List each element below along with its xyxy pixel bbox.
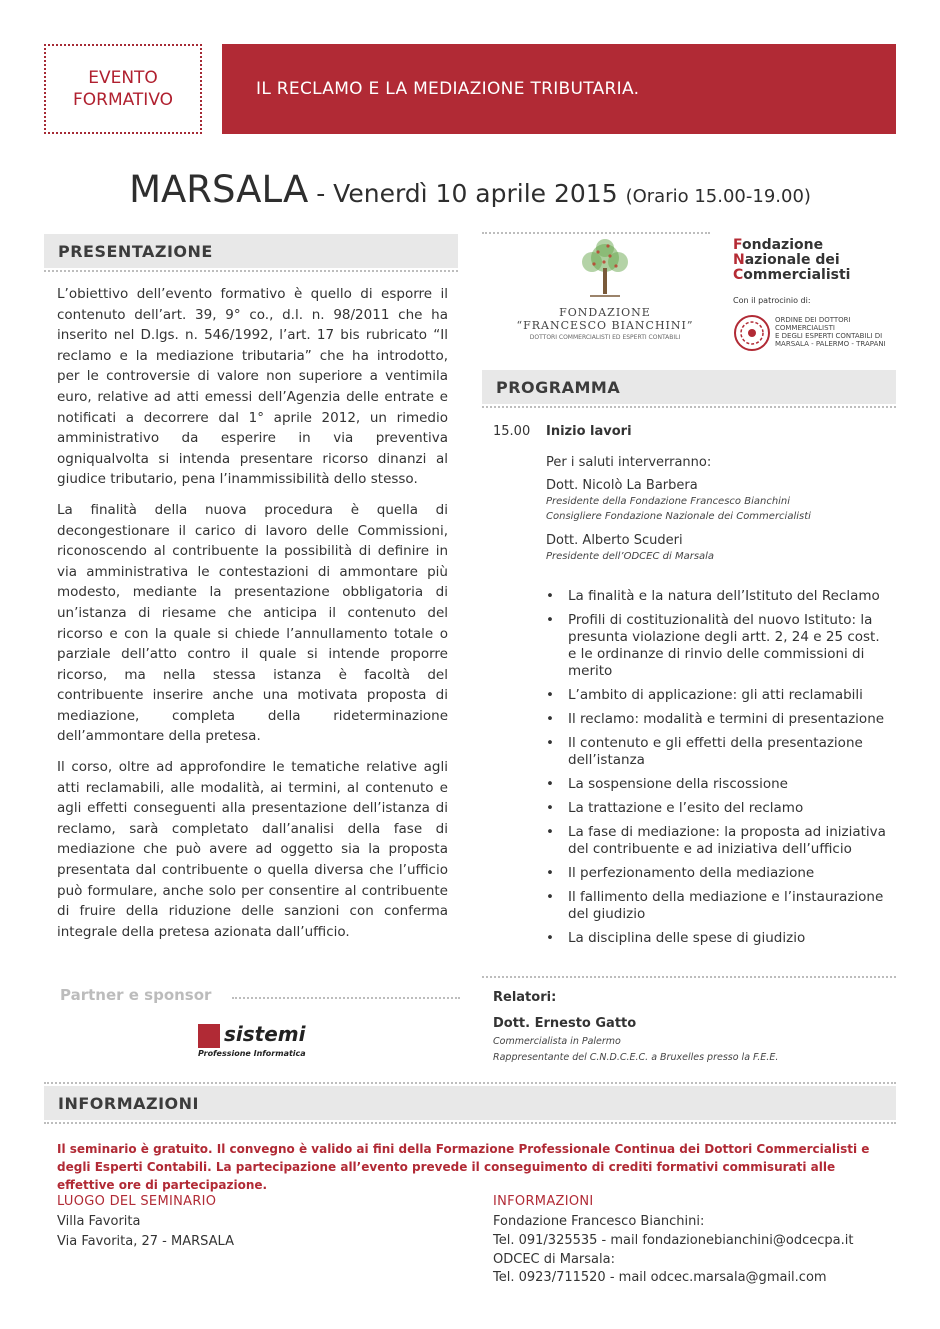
fnc-n: N	[733, 252, 745, 268]
topic-item: • La trattazione e l’esito del reclamo	[546, 800, 886, 817]
topic-item: • Il perfezionamento della mediazione	[546, 865, 886, 882]
fnc-f: F	[733, 237, 742, 253]
headline-date: - Venerdì 10 aprile 2015	[308, 179, 626, 208]
presentazione-body	[57, 284, 448, 952]
odcec-text	[775, 316, 886, 348]
tree-icon	[570, 238, 640, 300]
contact-line4: Tel. 0923/711520 - mail odcec.marsala@gmail.com	[493, 1270, 827, 1285]
fnc-fondazione: ondazione	[742, 237, 824, 253]
fnc-line3	[733, 268, 850, 283]
badge-line2: FORMATIVO	[72, 90, 174, 110]
programma-heading: PROGRAMMA	[496, 377, 621, 397]
topic-list	[546, 588, 886, 954]
contact-line1: Fondazione Francesco Bianchini:	[493, 1214, 705, 1229]
relatori-role2: Rappresentante del C.N.D.C.E.C. a Bruxelles presso la F.E.E.	[493, 1052, 779, 1063]
headline-city: MARSALA	[129, 168, 309, 211]
odcec-line4: MARSALA - PALERMO - TRAPANI	[775, 340, 886, 348]
fnc-line1	[733, 238, 850, 253]
topic-item: • Il contenuto e gli effetti della presentazione dell’istanza	[546, 735, 886, 769]
odcec-line3: E DEGLI ESPERTI CONTABILI DI	[775, 332, 883, 340]
speaker2-role1: Presidente dell’ODCEC di Marsala	[546, 551, 715, 562]
banner-title: IL RECLAMO E LA MEDIAZIONE TRIBUTARIA.	[256, 79, 640, 99]
fb-name-line3: DOTTORI COMMERCIALISTI ED ESPERTI CONTABILI	[529, 334, 681, 341]
programma-saluti: Per i saluti interverranno:	[546, 455, 712, 470]
luogo-line2: Via Favorita, 27 - MARSALA	[57, 1234, 234, 1249]
informazioni-heading: INFORMAZIONI	[58, 1093, 199, 1113]
topic-item: • Profili di costituzionalità del nuovo Istituto: la presunta violazione degli artt. 2, 24 e 25 cost. e le ordinanze di rinvio delle commissioni di merito	[546, 612, 886, 680]
speaker1-role2: Consigliere Fondazione Nazionale dei Commercialisti	[546, 511, 811, 522]
presentazione-header	[44, 234, 458, 268]
fnc-line2	[733, 253, 850, 268]
sistemi-word: sistemi	[224, 1022, 306, 1046]
relatori-name: Dott. Ernesto Gatto	[493, 1016, 637, 1031]
topic-item: • L’ambito di applicazione: gli atti reclamabili	[546, 687, 886, 704]
topic-item: • La finalità e la natura dell’Istituto del Reclamo	[546, 588, 886, 605]
presentazione-paragraph-2: La finalità della nuova procedura è quella di decongestionare il carico di lavoro delle Commissioni, riconoscendo al contribuente la possibilità di definire in via amministrativa le contestazioni di ammontare più modesto, mediante la presentazione obbligatoria di un’istanza di riesame che anticipa il contenuto del ricorso e con la quale si chiede l’annullamento totale o parziale dell’atto contro il quale si intende proporre ricorso, ma nella stessa istanza è facoltà del contribuente inserire anche una motivata proposta di mediazione, completa della rideterminazione dell’ammontare della pretesa.	[57, 501, 448, 745]
fb-name-line1: FONDAZIONE	[559, 306, 651, 319]
topic-item: • La disciplina delle spese di giudizio	[546, 930, 886, 947]
patrocinio-label: Con il patrocinio di:	[733, 296, 811, 305]
title-banner	[222, 44, 896, 134]
presentazione-paragraph-1: L’obiettivo dell’evento formativo è quello di esporre il contenuto dell’art. 39, 9° co., d.l. n. 98/2011 che ha inserito nel D.lgs. n. 546/1992, l’art. 17 bis rubricato “Il reclamo e la mediazione tributaria” che ha introdotto, per le controversie di valore non superiore a ventimila euro, relative ad atti emessi dell’Agenzia delle entrate e notificati a decorrere dal 1° aprile 2012, un rimedio amministrativo da esperire in via preventiva ogniqualvolta si intenda presentare ricorso dinanzi al giudice tributario, pena l’inammissibilità dello stesso.	[57, 286, 448, 488]
odcec-line2: COMMERCIALISTI	[775, 324, 835, 332]
sistemi-tag: Professione Informatica	[198, 1049, 306, 1058]
sistemi-logo	[196, 1022, 314, 1062]
speaker2-name: Dott. Alberto Scuderi	[546, 533, 683, 548]
speaker1-role1: Presidente della Fondazione Francesco Bianchini	[546, 496, 791, 507]
fnc-logo	[733, 238, 850, 283]
programma-header	[482, 370, 896, 404]
fondazione-bianchini-logo	[500, 238, 710, 341]
badge-line1: EVENTO	[88, 67, 158, 88]
presentazione-paragraph-3: Il corso, oltre ad approfondire le tematiche relative agli atti reclamabili, alle modalità, ai termini, al contenuto e agli effetti conseguenti alla presentazione dell’istanza di reclamo, sarà completato dall’analisi della fase di mediazione che può avere ad oggetto sia la proposta presentata dal contribuente o quella diversa che l’ufficio può formulare, anche solo per consentire al contribuente di fruire della riduzione delle sanzioni con conferma integrale della pretesa azionata dall’ufficio.	[57, 759, 448, 940]
informazioni-notice: Il seminario è gratuito. Il convegno è valido ai fini della Formazione Professionale Continua dei Dottori Commercialisti e degli Esperti Contabili. La partecipazione all’evento prevede il conseguimento di crediti formativi commisurati alle effettive ore di partecipazione.	[57, 1142, 870, 1192]
informazioni-header	[44, 1086, 896, 1120]
contact-heading: INFORMAZIONI	[493, 1194, 594, 1209]
logos-divider	[482, 232, 710, 234]
luogo-heading: LUOGO DEL SEMINARIO	[57, 1194, 217, 1209]
informazioni-divider	[44, 1082, 896, 1084]
odcec-line1: ORDINE DEI DOTTORI	[775, 316, 851, 324]
event-badge	[44, 44, 202, 134]
relatori-divider	[482, 976, 896, 978]
speaker1-name: Dott. Nicolò La Barbera	[546, 478, 698, 493]
fnc-commercialisti: ommercialisti	[743, 267, 851, 283]
luogo-line1: Villa Favorita	[57, 1214, 141, 1229]
topic-item: • Il reclamo: modalità e termini di presentazione	[546, 711, 886, 728]
topic-item: • La sospensione della riscossione	[546, 776, 886, 793]
odcec-logo	[733, 312, 893, 362]
presentazione-heading: PRESENTAZIONE	[58, 241, 213, 261]
fnc-c: C	[733, 267, 744, 283]
odcec-seal-icon	[733, 314, 771, 352]
sistemi-mark-icon	[198, 1024, 220, 1048]
contact-line3: ODCEC di Marsala:	[493, 1252, 615, 1267]
headline-time: (Orario 15.00-19.00)	[625, 186, 811, 207]
fnc-nazionale: azionale dei	[744, 252, 840, 268]
page-headline	[0, 168, 940, 211]
relatori-label: Relatori:	[493, 990, 557, 1005]
relatori-role1: Commercialista in Palermo	[493, 1036, 621, 1047]
programma-time: 15.00	[493, 424, 531, 439]
programma-start: Inizio lavori	[546, 424, 632, 439]
fb-name-line2: “FRANCESCO BIANCHINI”	[516, 319, 694, 332]
topic-item: • Il fallimento della mediazione e l’instaurazione del giudizio	[546, 889, 886, 923]
contact-line2: Tel. 091/325535 - mail fondazionebianchini@odcecpa.it	[493, 1233, 854, 1248]
topic-item: • La fase di mediazione: la proposta ad iniziativa del contribuente e ad iniziativa dell’ufficio	[546, 824, 886, 858]
partner-label: Partner e sponsor	[60, 986, 212, 1004]
partner-divider	[232, 997, 460, 999]
